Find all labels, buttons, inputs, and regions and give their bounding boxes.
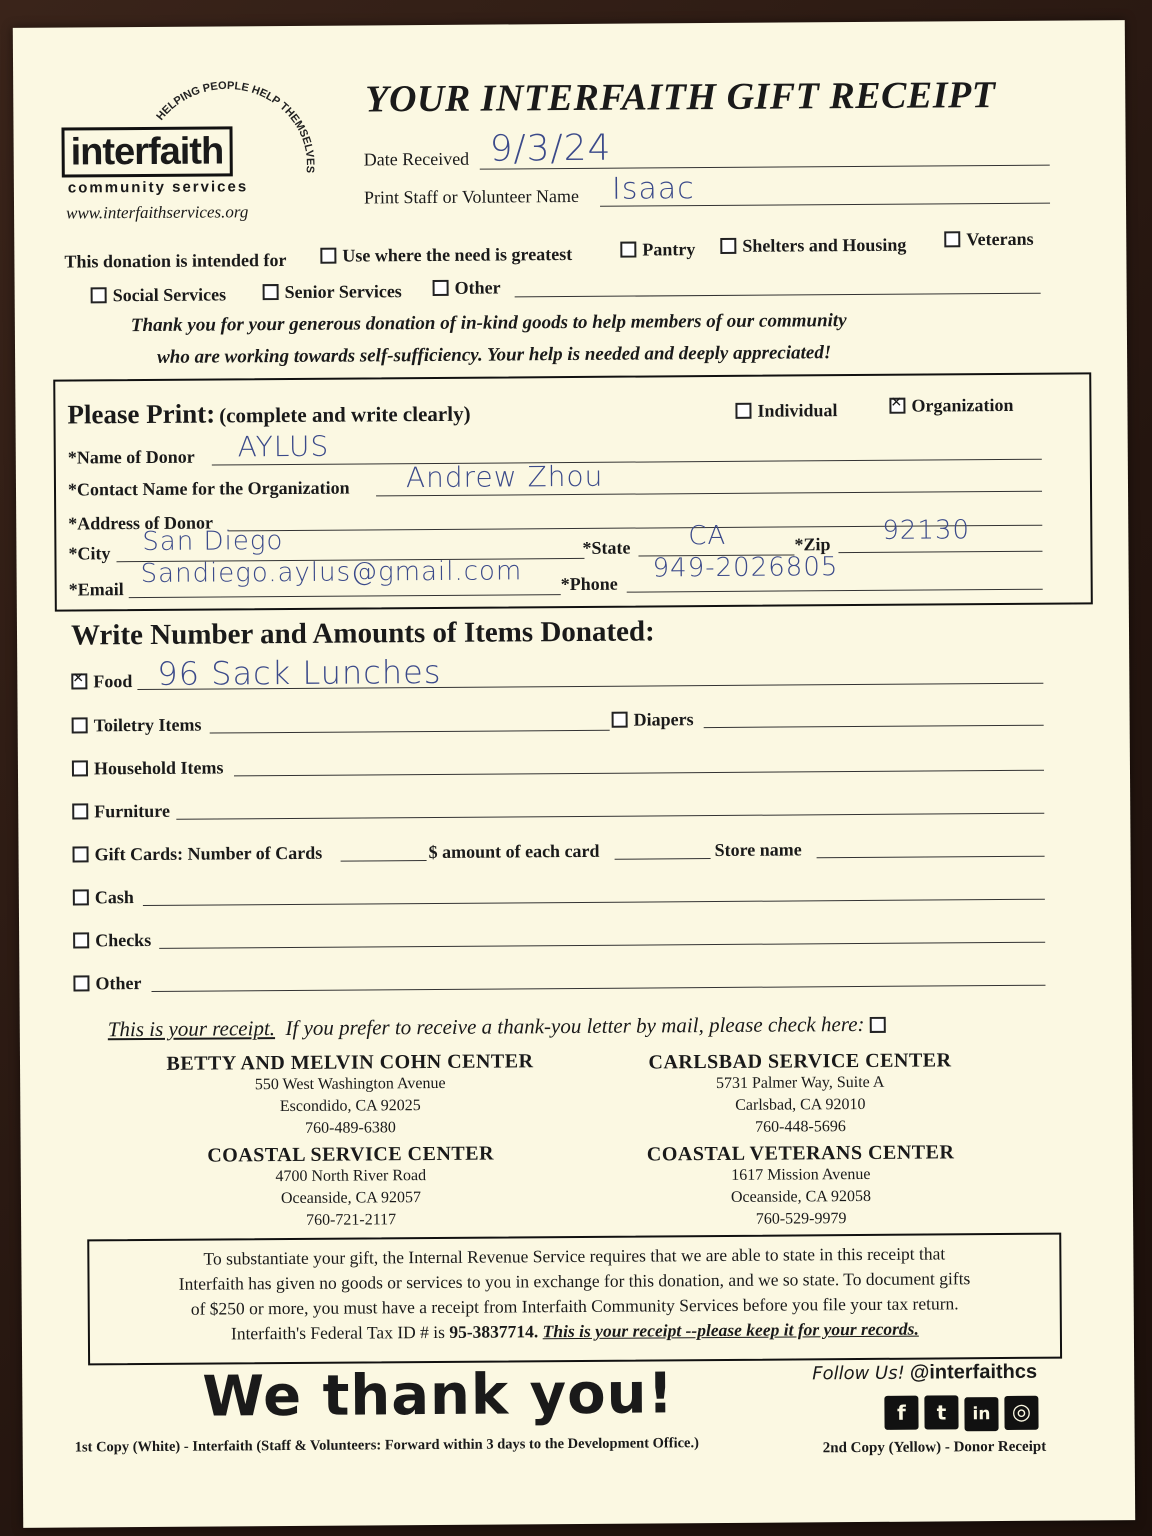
zip-field[interactable]: 92130: [882, 515, 971, 546]
logo-brand-inter: inter: [70, 130, 149, 174]
intended-shelters[interactable]: Shelters and Housing: [720, 235, 906, 257]
phone-field[interactable]: 949-2026805: [652, 552, 839, 584]
item-furniture[interactable]: Furniture: [72, 801, 170, 823]
checkbox-toiletry[interactable]: [72, 717, 88, 733]
irs-line2: Interfaith has given no goods or services to you in exchange for this donation, and we so state. To document gifts: [178, 1268, 971, 1294]
email-label: *Email: [68, 579, 124, 600]
intended-greatest-need[interactable]: Use where the need is greatest: [320, 244, 572, 267]
gift-cards-store-line: [817, 856, 1045, 859]
staff-name-label: Print Staff or Volunteer Name: [363, 185, 580, 208]
items-heading: Write Number and Amounts of Items Donated:: [70, 615, 655, 652]
donor-address-label: *Address of Donor: [68, 512, 213, 534]
center-cohn-city: Escondido, CA 92025: [279, 1097, 421, 1116]
checkbox-diapers[interactable]: [612, 712, 628, 728]
type-individual[interactable]: Individual: [735, 400, 837, 422]
center-carlsbad-phone: 760-448-5696: [755, 1118, 846, 1136]
center-veterans-city: Oceanside, CA 92058: [730, 1187, 872, 1206]
intended-social-services[interactable]: Social Services: [91, 284, 227, 306]
item-checks[interactable]: Checks: [73, 930, 151, 952]
checkbox-greatest-need[interactable]: [320, 248, 336, 264]
linkedin-icon[interactable]: in: [964, 1397, 998, 1431]
center-carlsbad-city: Carlsbad, CA 92010: [735, 1095, 866, 1114]
checkbox-household[interactable]: [72, 760, 88, 776]
intended-veterans[interactable]: Veterans: [944, 229, 1033, 251]
item-cash[interactable]: Cash: [73, 887, 134, 908]
center-coastal-city: Oceanside, CA 92057: [280, 1189, 421, 1208]
logo-subtitle: community services: [67, 178, 249, 197]
item-gift-cards[interactable]: Gift Cards: Number of Cards: [72, 843, 322, 866]
intended-other-line: [515, 293, 1041, 298]
donor-name-field[interactable]: AYLUS: [237, 429, 330, 464]
checkbox-thank-you-letter[interactable]: [870, 1017, 886, 1033]
zip-label: *Zip: [794, 534, 831, 555]
logo-website: www.interfaithservices.org: [66, 202, 249, 223]
receipt-note: This is your receipt. If you prefer to receive a thank-you letter by mail, please check here:: [108, 1012, 892, 1042]
center-cohn-street: 550 West Washington Avenue: [254, 1074, 446, 1094]
center-coastal-phone: 760-721-2117: [306, 1211, 397, 1229]
center-veterans-name: COASTAL VETERANS CENTER: [646, 1141, 955, 1166]
center-cohn-phone: 760-489-6380: [305, 1119, 396, 1137]
instagram-icon[interactable]: ◎: [1004, 1396, 1038, 1430]
state-label: *State: [582, 537, 631, 558]
city-label: *City: [68, 543, 111, 564]
center-coastal: [141, 1142, 562, 1233]
intended-senior-services[interactable]: Senior Services: [263, 281, 402, 303]
center-veterans: [591, 1141, 1012, 1232]
item-food[interactable]: ✕Food: [71, 671, 132, 692]
checkbox-pantry[interactable]: [620, 242, 636, 258]
furniture-line: [176, 813, 1044, 820]
footer-second-copy: 2nd Copy (Yellow) - Donor Receipt: [822, 1438, 1047, 1457]
intended-label: This donation is intended for: [64, 249, 287, 272]
food-field[interactable]: 96 Sack Lunches: [157, 652, 442, 693]
contact-name-field[interactable]: Andrew Zhou: [405, 459, 604, 495]
toiletry-line: [210, 730, 610, 734]
checkbox-checks[interactable]: [73, 932, 89, 948]
page-title: YOUR INTERFAITH GIFT RECEIPT: [365, 74, 996, 121]
checkbox-cash[interactable]: [73, 889, 89, 905]
center-coastal-street: 4700 North River Road: [275, 1167, 427, 1186]
social-handle[interactable]: @interfaithcs: [909, 1360, 1038, 1384]
gift-cards-amount-label: $ amount of each card: [428, 840, 600, 863]
irs-line3: of $250 or more, you must have a receipt from Interfaith Community Services before you file your tax return.: [190, 1293, 959, 1319]
gift-cards-count-line: [341, 860, 427, 862]
checkbox-item-other[interactable]: [73, 975, 89, 991]
item-household[interactable]: Household Items: [72, 757, 224, 779]
item-other-line: [152, 985, 1046, 992]
we-thank-you-text: We thank you!: [202, 1361, 675, 1430]
checkbox-social-services[interactable]: [91, 287, 107, 303]
gift-cards-store-label: Store name: [714, 839, 802, 861]
intended-other[interactable]: Other: [433, 278, 501, 299]
checkbox-food[interactable]: [71, 673, 87, 689]
center-veterans-phone: 760-529-9979: [755, 1210, 847, 1228]
donor-heading: Please Print: (complete and write clearly): [67, 398, 471, 430]
irs-notice-box: [87, 1233, 1062, 1366]
center-carlsbad: [590, 1049, 1011, 1140]
checkbox-senior-services[interactable]: [263, 284, 279, 300]
twitter-icon[interactable]: t: [924, 1395, 958, 1429]
type-organization[interactable]: ✕ Organization: [889, 395, 1013, 417]
donor-name-label: *Name of Donor: [67, 446, 195, 468]
checkbox-individual[interactable]: [735, 403, 751, 419]
checkbox-veterans[interactable]: [944, 231, 960, 247]
checkbox-shelters[interactable]: [720, 238, 736, 254]
logo-arc-text: HELPING PEOPLE HELP THEMSELVES: [154, 79, 316, 174]
staff-name-field[interactable]: Isaac: [611, 171, 695, 207]
item-toiletry[interactable]: Toiletry Items: [72, 715, 202, 737]
checkbox-gift-cards[interactable]: [72, 846, 88, 862]
center-veterans-street: 1617 Mission Avenue: [731, 1165, 871, 1184]
contact-name-label: *Contact Name for the Organization: [67, 477, 350, 500]
phone-label: *Phone: [560, 573, 618, 595]
date-received-label: Date Received: [363, 148, 470, 170]
gift-cards-amount-line: [615, 858, 711, 860]
logo-brand-faith: faith: [147, 130, 224, 173]
logo-wordmark: [61, 126, 232, 177]
thanks-note-line1: Thank you for your generous donation of in-kind goods to help members of our community: [130, 310, 847, 337]
item-diapers[interactable]: Diapers: [612, 709, 694, 731]
checkbox-furniture[interactable]: [72, 803, 88, 819]
checkbox-organization[interactable]: [889, 398, 905, 414]
center-carlsbad-name: CARLSBAD SERVICE CENTER: [648, 1049, 952, 1074]
logo: [61, 79, 322, 228]
city-field[interactable]: San Diego: [142, 526, 284, 558]
household-line: [234, 770, 1044, 777]
tax-id: 95-3837714.: [449, 1321, 539, 1342]
cash-line: [143, 899, 1045, 906]
checks-line: [159, 942, 1045, 949]
irs-line4: Interfaith's Federal Tax ID # is 95-3837714. This is your receipt --please keep it for your records.: [230, 1318, 919, 1344]
center-carlsbad-street: 5731 Palmer Way, Suite A: [715, 1073, 885, 1093]
irs-line1: To substantiate your gift, the Internal Revenue Service requires that we are able to state in this receipt that: [203, 1243, 946, 1269]
social-icons: [878, 1395, 1038, 1432]
center-coastal-name: COASTAL SERVICE CENTER: [207, 1142, 495, 1167]
checkbox-intended-other[interactable]: [433, 280, 449, 296]
center-cohn: [140, 1050, 561, 1141]
item-other[interactable]: Other: [73, 973, 141, 994]
intended-pantry[interactable]: Pantry: [620, 239, 695, 261]
footer-first-copy: 1st Copy (White) - Interfaith (Staff & Volunteers: Forward within 3 days to the Development Office.): [74, 1435, 699, 1456]
date-received-field[interactable]: 9/3/24: [489, 127, 612, 170]
receipt-sheet: [13, 20, 1135, 1528]
facebook-icon[interactable]: f: [884, 1396, 918, 1430]
email-field[interactable]: Sandiego.aylus@gmail.com: [140, 556, 523, 590]
thanks-note-line2: who are working towards self-sufficiency. Your help is needed and deeply appreciated!: [157, 342, 832, 368]
center-cohn-name: BETTY AND MELVIN COHN CENTER: [166, 1050, 534, 1075]
diapers-line: [704, 725, 1044, 728]
follow-us: Follow Us! @interfaithcs: [812, 1360, 1038, 1385]
state-field[interactable]: CA: [688, 520, 727, 552]
